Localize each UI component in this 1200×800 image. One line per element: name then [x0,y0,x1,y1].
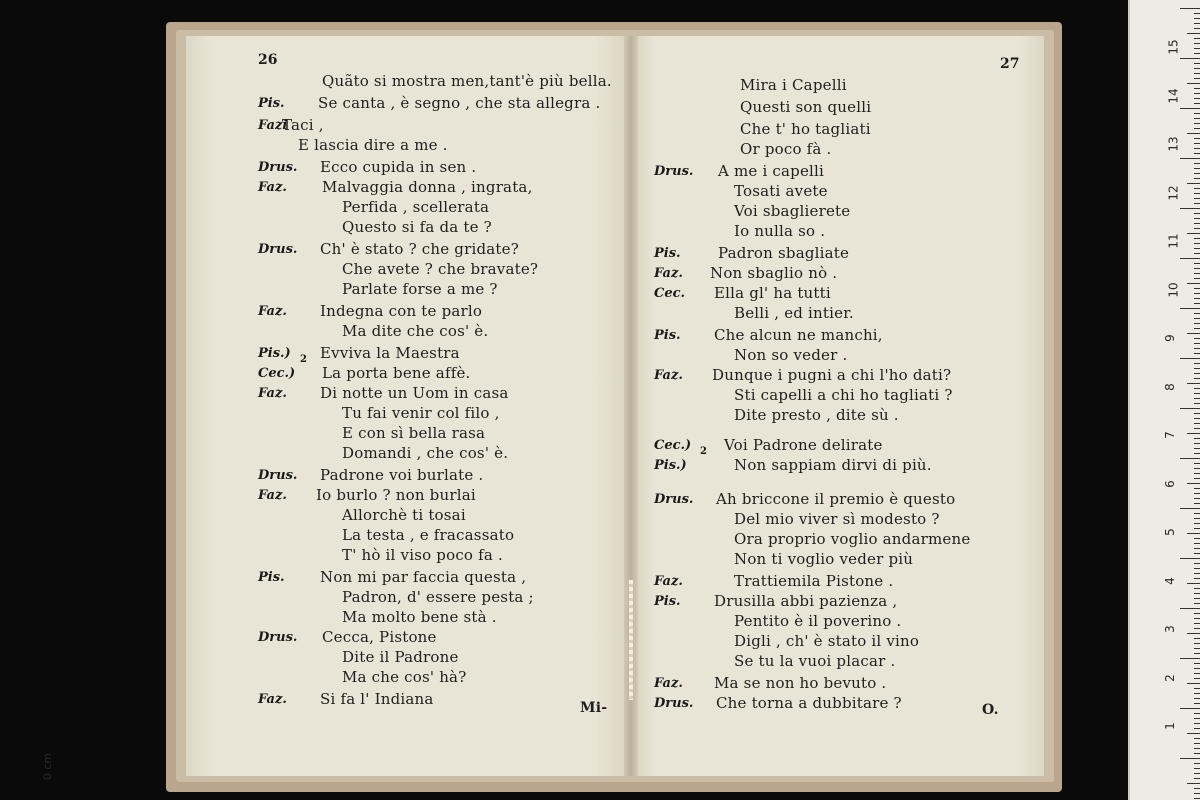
ruler-tick [1194,673,1200,674]
left-speaker: Pis.) [258,346,291,361]
ruler-tick [1194,753,1200,754]
ruler-tick [1194,513,1200,514]
ruler-tick [1194,448,1200,449]
left-verse-line: Ecco cupida in sen . [320,158,477,176]
ruler-tick [1194,678,1200,679]
right-verse-line: Non sappiam dirvi di più. [734,456,932,474]
right-speaker: Cec.) [654,438,692,453]
right-verse-line: Ora proprio voglio andarmene [734,530,971,548]
ruler-tick [1194,243,1200,244]
left-verse-line: Si fa l' Indiana [320,690,434,708]
ruler-tick [1194,228,1200,229]
ruler-tick [1194,103,1200,104]
left-speaker: Faz. [258,386,287,401]
ruler-tick [1194,88,1200,89]
left-verse-line: Quãto si mostra men,tant'è più bella. [322,72,612,90]
left-speaker: Faz. [258,180,287,195]
ruler-tick [1187,583,1200,584]
ruler-tick [1194,328,1200,329]
right-verse-line: Pentito è il poverino . [734,612,902,630]
ruler-tick [1194,423,1200,424]
left-verse-line: Cecca, Pistone [322,628,437,646]
ruler-tick [1194,663,1200,664]
ruler-tick [1180,458,1200,459]
ruler-tick [1194,268,1200,269]
ruler-tick [1194,318,1200,319]
ruler-tick [1194,48,1200,49]
ruler-tick [1194,498,1200,499]
left-verse-line: Ma che cos' hà? [342,668,467,686]
ruler-tick [1187,533,1200,534]
right-verse-line: Voi sbaglierete [734,202,851,220]
left-verse-line: Tu fai venir col filo , [342,404,500,422]
left-verse-line: Dite il Padrone [342,648,459,666]
ruler-tick [1194,123,1200,124]
binding-thread [629,580,633,700]
left-speaker: Drus. [258,160,298,175]
ruler-tick [1194,438,1200,439]
right-speaker: Drus. [654,696,694,711]
ruler-tick [1194,488,1200,489]
ruler-tick [1194,473,1200,474]
ruler-tick [1194,698,1200,699]
left-verse-line: Malvaggia donna , ingrata, [322,178,533,196]
ruler-tick [1194,598,1200,599]
ruler-tick [1187,383,1200,384]
ruler-tick [1194,548,1200,549]
left-speaker: Faz. [258,488,287,503]
ruler-tick [1194,393,1200,394]
ruler-tick [1194,178,1200,179]
ruler-tick [1180,608,1200,609]
right-verse-line: Ma se non ho bevuto . [714,674,887,692]
right-speaker: Faz. [654,574,683,589]
ruler-tick [1194,613,1200,614]
ruler-tick [1180,308,1200,309]
ruler-tick [1194,278,1200,279]
ruler-tick [1187,33,1200,34]
left-verse-line: Che avete ? che bravate? [342,260,539,278]
ruler-tick [1194,348,1200,349]
ruler-tick [1194,303,1200,304]
right-verse-line: Che torna a dubbitare ? [716,694,902,712]
ruler-tick [1194,13,1200,14]
left-verse-line: Ma dite che cos' è. [342,322,489,340]
ruler-tick [1194,693,1200,694]
ruler-tick [1194,363,1200,364]
left-verse-line: Io burlo ? non burlai [316,486,476,504]
ruler-tick [1194,388,1200,389]
right-verse-line: Dite presto , dite sù . [734,406,899,424]
ruler-tick [1194,63,1200,64]
ruler-tick [1180,8,1200,9]
left-verse-line: La porta bene affè. [322,364,471,382]
ruler-tick [1194,503,1200,504]
ruler-tick [1194,403,1200,404]
left-verse-line: Domandi , che cos' è. [342,444,509,462]
ruler-tick [1194,568,1200,569]
right-verse-line: Sti capelli a chi ho tagliati ? [734,386,953,404]
ruler-tick [1194,493,1200,494]
ruler-tick [1194,43,1200,44]
ruler-tick [1194,743,1200,744]
left-speaker: Faz. [258,692,287,707]
left-verse-line: Non mi par faccia questa , [320,568,527,586]
ruler-tick [1180,758,1200,759]
left-speaker: Drus. [258,630,298,645]
ruler-number: 15 [1166,39,1181,55]
left-verse-line: E lascia dire a me . [298,136,448,154]
left-verse-line: Taci , [282,116,324,134]
right-verse-line: Voi Padrone delirate [724,436,883,454]
ruler-tick [1187,83,1200,84]
right-verse-line: Se tu la vuoi placar . [734,652,896,670]
left-speaker: Drus. [258,242,298,257]
ruler-tick [1194,28,1200,29]
left-speaker: Fazi [258,118,288,133]
right-verse-line: Ah briccone il premio è questo [716,490,956,508]
ruler-tick [1194,638,1200,639]
left-verse-line: Se canta , è segno , che sta allegra . [318,94,601,112]
ruler-tick [1180,408,1200,409]
ruler-tick [1194,18,1200,19]
right-speaker: Faz. [654,266,683,281]
ruler-tick [1194,723,1200,724]
ruler-tick [1194,218,1200,219]
ruler-tick [1194,623,1200,624]
right-verse-line: Che alcun ne manchi, [714,326,883,344]
ruler-number: 8 [1162,382,1177,391]
left-verse-line: Allorchè ti tosai [342,506,466,524]
ruler-tick [1194,428,1200,429]
ruler-tick [1194,23,1200,24]
ruler-tick [1194,773,1200,774]
right-verse-line: Or poco fà . [740,140,832,158]
ruler-tick [1194,543,1200,544]
ruler-tick [1194,93,1200,94]
ruler-tick [1194,738,1200,739]
ruler-number: 10 [1166,281,1181,298]
right-verse-line: Ella gl' ha tutti [714,284,831,302]
ruler-tick [1187,433,1200,434]
ruler-tick [1194,38,1200,39]
right-speaker: Cec. [654,286,686,301]
ruler-tick [1194,213,1200,214]
ruler-tick [1194,223,1200,224]
ruler-number: 9 [1162,334,1177,342]
left-verse-line: Ch' è stato ? che gridate? [320,240,519,258]
left-speaker: Cec.) [258,366,296,381]
ruler-tick [1194,323,1200,324]
ruler-tick [1194,798,1200,799]
ruler-tick [1194,288,1200,289]
right-verse-line: Non sbaglio nò . [710,264,838,282]
ruler-number: 6 [1162,479,1177,488]
ruler-tick [1187,783,1200,784]
ruler-tick [1194,463,1200,464]
ruler-tick [1194,173,1200,174]
ruler-tick [1194,113,1200,114]
right-verse-line: Dunque i pugni a chi l'ho dati? [712,366,952,384]
ruler-tick [1194,293,1200,294]
left-verse-line: Ma molto bene stà . [342,608,497,626]
ruler-tick [1194,778,1200,779]
left-speaker: Pis. [258,96,285,111]
ruler-tick [1194,748,1200,749]
ruler-tick [1194,203,1200,204]
ruler-tick [1194,453,1200,454]
ruler-number: 5 [1162,528,1177,536]
ruler-tick [1194,468,1200,469]
ruler-tick [1187,233,1200,234]
ruler-number: 14 [1166,87,1181,104]
ruler-tick [1194,553,1200,554]
ruler-tick [1187,733,1200,734]
left-verse-line: La testa , e fracassato [342,526,515,544]
ruler-tick [1194,73,1200,74]
ruler-tick [1194,353,1200,354]
left-speaker: Drus. [258,468,298,483]
ruler-tick [1194,578,1200,579]
ruler-tick [1194,143,1200,144]
ruler-tick [1180,358,1200,359]
left-page-number: 26 [258,52,278,68]
ruler-tick [1194,713,1200,714]
ruler-tick [1194,378,1200,379]
ruler-tick [1194,478,1200,479]
ruler-tick [1194,563,1200,564]
ruler-tick [1194,398,1200,399]
right-verse-line: A me i capelli [718,162,825,180]
ruler-number: 7 [1162,431,1177,439]
left-verse-line: Padrone voi burlate . [320,466,484,484]
ruler-number: 11 [1166,233,1181,249]
right-verse-line: Digli , ch' è stato il vino [734,632,920,650]
ruler-tick [1194,643,1200,644]
ruler-number: 4 [1162,576,1177,585]
ruler-tick [1194,338,1200,339]
ruler-tick [1180,158,1200,159]
ruler-tick [1187,333,1200,334]
ruler-tick [1194,538,1200,539]
ruler-number: 1 [1162,722,1177,730]
left-verse-line: Indegna con te parlo [320,302,483,320]
ruler-tick [1194,528,1200,529]
ruler-tick [1194,248,1200,249]
ruler-tick [1194,263,1200,264]
left-verse-line: Evviva la Maestra [320,344,460,362]
ruler-tick [1180,508,1200,509]
ruler-tick [1194,193,1200,194]
ruler-tick [1194,253,1200,254]
ruler-tick [1194,368,1200,369]
ruler-tick [1194,768,1200,769]
ruler-tick [1194,648,1200,649]
ruler-tick [1194,98,1200,99]
left-verse-line: Perfida , scellerata [342,198,490,216]
ruler-tick [1194,763,1200,764]
right-verse-line: Del mio viver sì modesto ? [734,510,940,528]
ruler-tick [1194,518,1200,519]
left-speaker: Pis. [258,570,285,585]
right-speaker: Drus. [654,492,694,507]
right-speaker: Faz. [654,368,683,383]
left-verse-line: T' hò il viso poco fa . [342,546,503,564]
left-verse-line: Padron, d' essere pesta ; [342,588,534,606]
left-verse-line: Questo si fa da te ? [342,218,492,236]
ruler-tick [1194,668,1200,669]
ruler-tick [1194,653,1200,654]
left-footnote-mark: 2 [300,354,307,365]
right-verse-line: Io nulla so . [734,222,826,240]
ruler-tick [1194,128,1200,129]
ruler-tick [1194,53,1200,54]
ruler-tick [1187,683,1200,684]
ruler-tick [1194,413,1200,414]
ruler-tick [1194,603,1200,604]
ruler-tick [1194,153,1200,154]
right-verse-line: Non so veder . [734,346,848,364]
left-speaker: Faz. [258,304,287,319]
left-verse-line: Di notte un Uom in casa [320,384,509,402]
ruler-tick [1194,163,1200,164]
right-verse-line: Belli , ed intier. [734,304,854,322]
ruler-tick [1180,558,1200,559]
ruler-tick [1194,418,1200,419]
ruler-tick [1180,58,1200,59]
left-verse-line: E con sì bella rasa [342,424,486,442]
right-speaker: Drus. [654,164,694,179]
ruler-tick [1194,68,1200,69]
ruler-tick [1194,728,1200,729]
ruler-tick [1194,343,1200,344]
right-verse-line: Mira i Capelli [740,76,847,94]
ruler-tick [1187,133,1200,134]
ruler-tick [1187,183,1200,184]
ruler-tick [1194,118,1200,119]
right-speaker: Pis. [654,246,681,261]
ruler-number: 3 [1162,625,1177,633]
ruler-tick [1194,688,1200,689]
right-verse-line: Drusilla abbi pazienza , [714,592,898,610]
left-catchword: Mi- [580,700,608,716]
ruler-tick [1194,523,1200,524]
ruler-tick [1194,313,1200,314]
right-verse-line: Tosati avete [734,182,828,200]
ruler-number: 13 [1166,136,1181,152]
ruler-tick [1194,788,1200,789]
ruler-tick [1194,573,1200,574]
ruler-tick [1194,628,1200,629]
ruler-tick [1194,138,1200,139]
ruler-tick [1194,238,1200,239]
ruler-number: 2 [1162,673,1177,682]
ruler-tick [1187,483,1200,484]
left-verse-line: Parlate forse a me ? [342,280,498,298]
ruler-tick [1194,443,1200,444]
ruler-tick [1194,618,1200,619]
right-speaker: Pis. [654,328,681,343]
right-speaker: Pis.) [654,458,687,473]
ruler-tick [1194,373,1200,374]
right-speaker: Pis. [654,594,681,609]
ruler-tick [1194,168,1200,169]
right-footnote-mark: 2 [700,446,707,457]
ruler-tick [1180,208,1200,209]
ruler-tick [1187,283,1200,284]
ruler-tick [1194,703,1200,704]
ruler-tick [1194,588,1200,589]
right-speaker: Faz. [654,676,683,691]
ruler-tick [1194,198,1200,199]
ruler-unit-label: 0 cm [41,752,55,781]
ruler-tick [1194,188,1200,189]
ruler-tick [1180,658,1200,659]
ruler-tick [1194,273,1200,274]
ruler-tick [1194,793,1200,794]
ruler-tick [1180,108,1200,109]
measurement-ruler [1128,0,1200,800]
ruler-tick [1194,78,1200,79]
right-verse-line: Trattiemila Pistone . [734,572,894,590]
ruler-tick [1180,258,1200,259]
ruler-tick [1194,593,1200,594]
ruler-tick [1194,148,1200,149]
ruler-tick [1194,298,1200,299]
right-verse-line: Questi son quelli [740,98,872,116]
right-catchword: O. [982,702,999,718]
right-verse-line: Che t' ho tagliati [740,120,871,138]
right-verse-line: Non ti voglio veder più [734,550,914,568]
ruler-tick [1180,708,1200,709]
ruler-tick [1187,633,1200,634]
right-page-number: 27 [1000,56,1020,72]
ruler-number: 12 [1166,184,1181,201]
right-verse-line: Padron sbagliate [718,244,850,262]
ruler-tick [1194,718,1200,719]
